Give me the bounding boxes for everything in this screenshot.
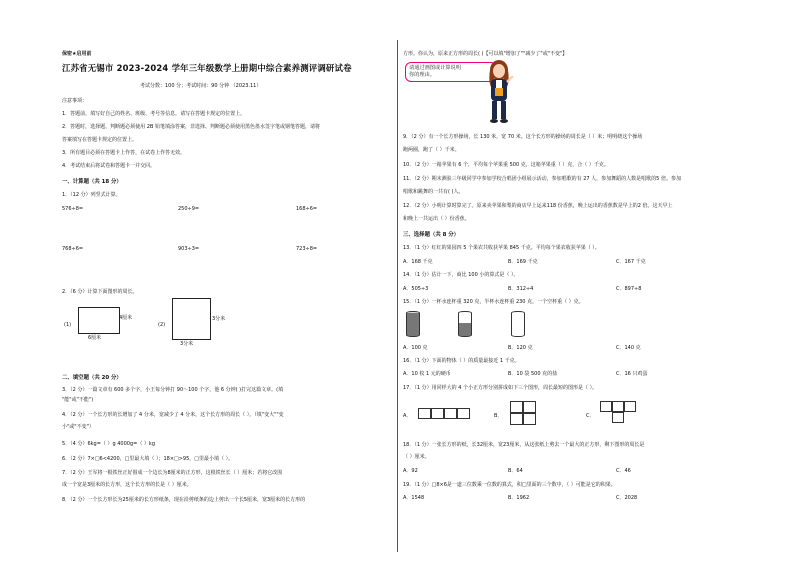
question-text: 小"或"不变"） xyxy=(62,424,94,430)
half-cup-image xyxy=(458,311,472,337)
grid-cell xyxy=(457,408,470,419)
grid-cell xyxy=(612,412,624,423)
grid-cell xyxy=(523,401,536,413)
question-text: 15．（1 分）一杯水连杯重 320 克，半杯水连杯重 230 克，一个空杯重（ ）克。 xyxy=(403,299,584,305)
figure-dimension: 3分米 xyxy=(180,341,194,347)
question-text: 5．（4 分）6kg=（ ）g 4000g=（ ）kg xyxy=(62,441,155,447)
square-figure xyxy=(172,298,211,340)
figure-dimension: 6厘米 xyxy=(88,335,102,341)
question-text: 唱歌和跳舞的一共有( )人。 xyxy=(403,189,464,195)
section-title: 二、填空题（共 20 分） xyxy=(62,375,122,381)
notice-line: 3．所有题目必须在答题卡上作答，在试卷上作答无效。 xyxy=(62,150,186,156)
question-text: 12．（2 分）小明计算时算完了。原来卖苹果和梨的商店早上运来118 份香蕉，晚上运出的香蕉数是早上的2 倍。这天早上 xyxy=(403,203,673,209)
grid-cell xyxy=(612,401,624,412)
option-a: A．100 克 xyxy=(403,345,428,351)
option-b: B．169 千克 xyxy=(508,259,538,265)
exam-title: 江苏省无锡市 2023-2024 学年三年级数学上册期中综合素养测评调研试卷 xyxy=(62,63,352,73)
option-a: A． xyxy=(403,413,412,419)
question-text: 成一个宽是3厘米的长方形，这个长方形的长是（ ）厘米。 xyxy=(62,482,192,488)
question-text: 和晚上一共运出（ ）份香蕉。 xyxy=(403,216,470,222)
question-text: 11．（2 分）期末测验三年级同学中参加学校合唱团小组展示活动，参加唱歌的有 27 人，参加舞蹈的人数是唱歌的5 倍。参加 xyxy=(403,176,681,182)
calc-item: 903÷3= xyxy=(178,246,200,252)
column-divider xyxy=(397,40,398,552)
calc-item: 576÷8= xyxy=(62,206,84,212)
question-text: "能"或"不能") xyxy=(62,397,94,403)
option-a: A．10 枚 1 元的硬币 xyxy=(403,371,451,377)
bubble-line: 你的理由。 xyxy=(409,72,435,78)
option-a: A．1548 xyxy=(403,495,425,501)
question-text: 19．（1 分）□8×6是一道三位数乘一位数的算式，积□里面的三个数中，（ ）可能是它的积果。 xyxy=(403,482,616,488)
figure-dimension: 4厘米 xyxy=(119,315,133,321)
bubble-line: 请通过画图或计算说明 xyxy=(409,65,461,71)
question-text: 4．（2 分）一个长方形的长增加了 4 分米，宽减少了 4 分米，这个长方形的周长（ ）。（填"变大""变 xyxy=(62,412,284,418)
question-text: 10．（2 分）一箱苹果有 6 个，平均每个苹果重 500 克，这箱苹果重（ ）克，合（ ）千克。 xyxy=(403,162,609,168)
question-text: 18．（1 分）一张长方形的纸，长32厘米，宽23厘米，从这张纸上剪去一个最大的正方形，剩下图形的周长是 xyxy=(403,442,645,448)
question-text: 方形。你认为，原来正方形的周长( )【可以填"增加了""减少了"或"不变"】 xyxy=(403,51,568,57)
option-b: B．1962 xyxy=(508,495,530,501)
question-text: 2．（6 分）计算下面图形的周长。 xyxy=(62,289,138,295)
exam-meta: 考试分数：100 分；考试时间：90 分钟 （2023.11） xyxy=(140,83,262,89)
grid-cell xyxy=(444,408,457,419)
figure-dimension: 3分米 xyxy=(212,316,226,322)
section-title: 三、选择题（共 8 分） xyxy=(403,232,460,238)
question-text: （ ）厘米。 xyxy=(403,454,430,460)
question-text: 17．（1 分）用同样大的 4 个小正方形分别拼成如下三个图形，周长最短的图形是（ ）。 xyxy=(403,385,598,391)
calc-item: 250÷9= xyxy=(178,206,200,212)
notice-line: 1．答题前，填写好自己的姓名、班级、考号等信息，请写在答题卡规定的位置上。 xyxy=(62,111,246,117)
grid-cell xyxy=(523,413,536,425)
question-text: 1．（12 分）列竖式计算。 xyxy=(62,192,121,198)
option-c: C．897÷8 xyxy=(616,286,642,292)
notice-line: 2．答题时，选择题、判断题必须使用 2B 铅笔填涂答案，非选择、判断题必须使用黑色墨水签字笔或钢笔答题，请将 xyxy=(62,124,320,130)
calc-item: 723÷8= xyxy=(296,246,318,252)
notice-line: 4．考试结束后将试卷和答题卡一并交回。 xyxy=(62,163,156,169)
grid-cell xyxy=(510,413,523,425)
grid-cell xyxy=(510,401,523,413)
calc-item: 768÷6= xyxy=(62,246,84,252)
option-b: B．64 xyxy=(508,468,523,474)
option-b: B． xyxy=(494,413,503,419)
option-a: A．92 xyxy=(403,468,418,474)
option-a: A．505÷3 xyxy=(403,286,429,292)
option-b: B．10 袋 500 克的盐 xyxy=(508,371,558,377)
question-text: 16．（1 分）下面的物体（ ）的质量最接近 1 千克。 xyxy=(403,358,520,364)
option-c: C．140 克 xyxy=(616,345,641,351)
secret-mark: 保密★启用前 xyxy=(62,51,92,57)
question-text: 6．（2 分）7×□6<4200，□里最大填（ ）；18×□>95，□里最小填（ ）。 xyxy=(62,456,234,462)
option-c: C．167 千克 xyxy=(616,259,646,265)
notice-title: 注意事项： xyxy=(62,98,88,104)
grid-cell xyxy=(431,408,444,419)
grid-cell xyxy=(624,401,636,412)
question-text: 14．（1 分）估计一下，商比 100 小的算式是（ ）。 xyxy=(403,272,519,278)
option-b: B．312÷4 xyxy=(508,286,534,292)
option-c: C． xyxy=(586,413,595,419)
option-c: C．16 只鸡蛋 xyxy=(616,371,648,377)
rectangle-figure xyxy=(78,307,120,334)
grid-cell xyxy=(418,408,431,419)
question-text: 13．（1 分）红红的果园四 5 个果农共收获苹果 845 千克。平均每个果农收获苹果（ ）。 xyxy=(403,245,600,251)
teacher-illustration xyxy=(482,58,516,124)
notice-line: 答案填写在答题卡规定的位置上。 xyxy=(62,137,138,143)
option-c: C．46 xyxy=(616,468,631,474)
question-text: 8．（2 分）一个长方形长为25厘米的长方形纸条，现在沿剪纸条的边上剪出一个长5厘米，宽3厘米的长方形的 xyxy=(62,497,306,503)
option-a: A．168 千克 xyxy=(403,259,433,265)
figure-label: (2) xyxy=(158,322,166,328)
question-text: 7．（2 分）王军将一根铁丝正好围成一个边长为8厘米的正方形，这根铁丝长（ ）厘米；若将它改围 xyxy=(62,470,283,476)
option-b: B．120 克 xyxy=(508,345,533,351)
question-text: 9．（2 分）有一个长方形操场，长 130 米，宽 70 米。这个长方形的操场的周长是（ ）米；明明绕这个操场 xyxy=(403,134,643,140)
question-text: 跑两圈，跑了（ ）千米。 xyxy=(403,147,460,153)
empty-cup-image xyxy=(511,311,525,337)
calc-item: 168÷6= xyxy=(296,206,318,212)
question-text: 3．（2 分）一篇文章有 600 多个字，小王每分钟打 90～100 个字，他 6 分钟( )打完这篇文章。(填 xyxy=(62,387,284,393)
grid-cell xyxy=(600,401,612,412)
option-c: C．2028 xyxy=(616,495,638,501)
full-cup-image xyxy=(406,311,420,337)
figure-label: (1) xyxy=(64,322,72,328)
section-title: 一、计算题（共 18 分） xyxy=(62,179,122,185)
